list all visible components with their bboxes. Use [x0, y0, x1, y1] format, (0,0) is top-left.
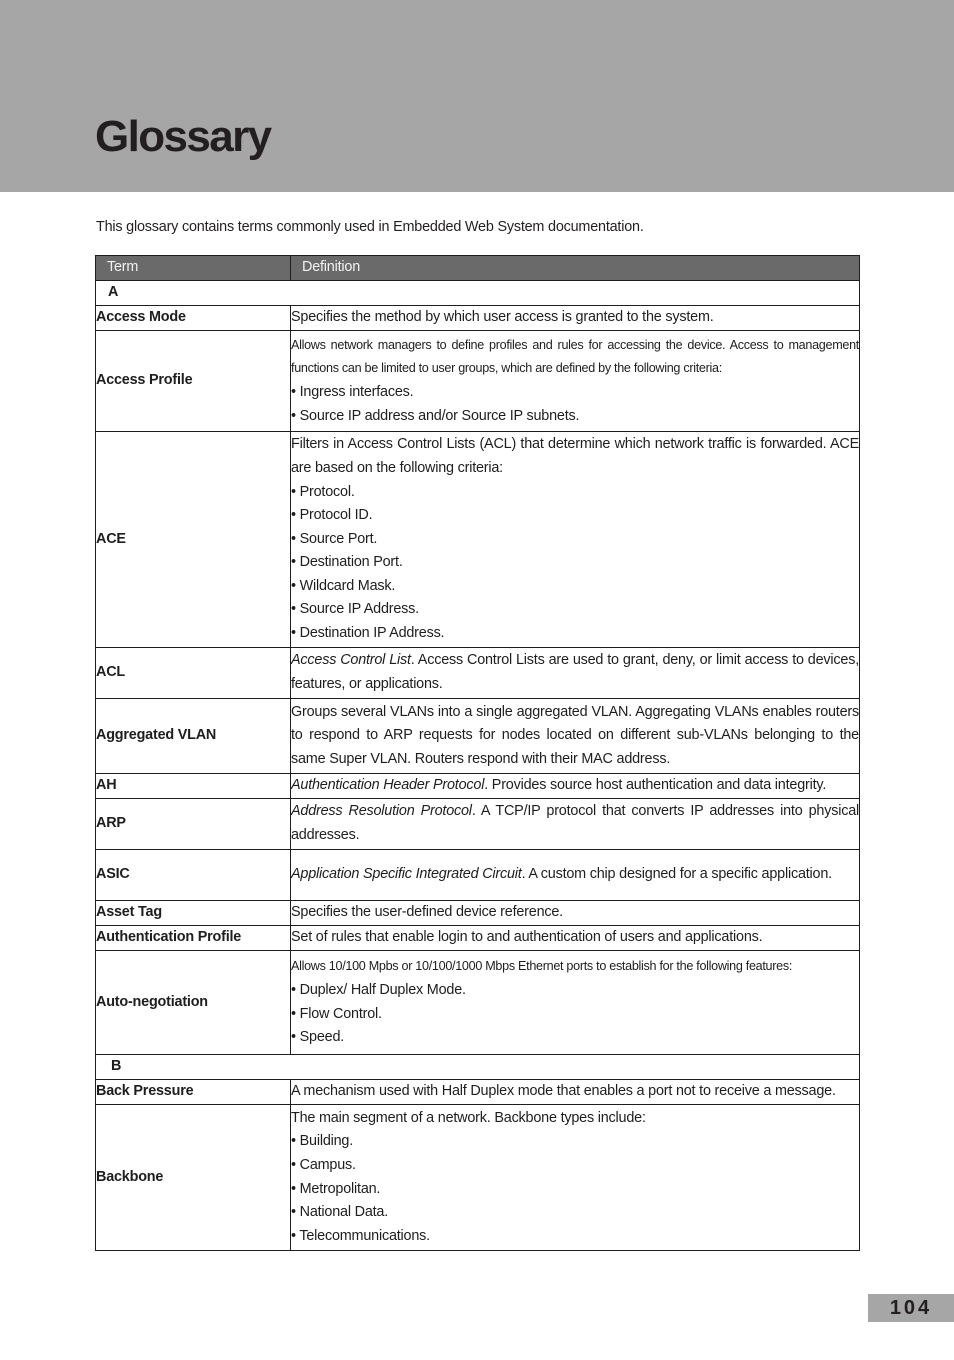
table-row: [96, 951, 860, 1055]
term-cell: Access Mode: [96, 306, 291, 331]
definition-line: Allows network managers to define profiles and rules for accessing the device. Access to management functions can be limited to user groups, which are defined by the following criteria:: [291, 337, 859, 376]
table-row: [96, 1105, 860, 1251]
term-cell: Asset Tag: [96, 901, 291, 926]
definition-bullet: • Wildcard Mask.: [291, 577, 396, 594]
definition-line: A mechanism used with Half Duplex mode that enables a port not to receive a message.: [291, 1083, 836, 1100]
definition-line: Allows 10/100 Mpbs or 10/100/1000 Mbps Ethernet ports to establish for the following features:: [291, 959, 793, 974]
term-cell: ACE: [96, 432, 291, 648]
term-cell: ACL: [96, 648, 291, 699]
definition-cell: [291, 306, 860, 331]
table-row: [96, 926, 860, 951]
definition-line: Specifies the method by which user access is granted to the system.: [291, 309, 714, 326]
term-cell: Auto-negotiation: [96, 951, 291, 1055]
definition-bullet: • Flow Control.: [291, 1005, 382, 1022]
table-row: [96, 850, 860, 901]
definition-bullet: • Metropolitan.: [291, 1180, 381, 1197]
term-cell: Back Pressure: [96, 1080, 291, 1105]
page-number: 104: [868, 1294, 954, 1322]
definition-cell: [291, 799, 860, 850]
definition-bullet: • Destination IP Address.: [291, 625, 445, 642]
definition-bullet: • Source IP address and/or Source IP subnets.: [291, 407, 580, 424]
definition-bullet: • Ingress interfaces.: [291, 384, 414, 400]
definition-bullet: • National Data.: [291, 1204, 389, 1221]
definition-cell: [291, 1105, 860, 1251]
section-letter-a: A: [96, 281, 860, 306]
definition-cell: [291, 648, 860, 699]
table-row: [96, 774, 860, 799]
definition-cell: [291, 901, 860, 926]
table-row: [96, 1080, 860, 1105]
table-row: [96, 648, 860, 699]
definition-italic: Access Control List: [291, 652, 411, 669]
definition-cell: [291, 331, 860, 432]
term-cell: Aggregated VLAN: [96, 699, 291, 774]
definition-bullet: • Telecommunications.: [291, 1227, 430, 1244]
definition-bullet: • Speed.: [291, 1029, 345, 1046]
table-row: [96, 306, 860, 331]
definition-text: . Access Control Lists are used to grant, deny, or limit access to devices, features, or applications.: [291, 652, 859, 692]
term-cell: Authentication Profile: [96, 926, 291, 951]
table-header: [96, 256, 860, 281]
section-row-a: [96, 281, 860, 306]
definition-line: Groups several VLANs into a single aggregated VLAN. Aggregating VLANs enables routers to respond to ARP requests for nodes located on different sub-VLANs belonging to the same Super VLAN. Routers respond with their MAC address.: [291, 703, 859, 767]
definition-bullet: • Destination Port.: [291, 554, 403, 571]
header-band: [0, 0, 954, 192]
table-row: [96, 699, 860, 774]
header-term: Term: [96, 256, 291, 281]
term-cell: Backbone: [96, 1105, 291, 1251]
glossary-table: [95, 255, 860, 1251]
intro-text: This glossary contains terms commonly used in Embedded Web System documentation.: [96, 219, 644, 235]
definition-cell: [291, 951, 860, 1055]
table-row: [96, 901, 860, 926]
definition-cell: [291, 850, 860, 901]
definition-bullet: • Campus.: [291, 1156, 356, 1173]
definition-cell: [291, 432, 860, 648]
section-row-b: [96, 1055, 860, 1080]
term-cell: ARP: [96, 799, 291, 850]
definition-cell: [291, 1080, 860, 1105]
term-cell: ASIC: [96, 850, 291, 901]
definition-bullet: • Source IP Address.: [291, 601, 419, 618]
definition-italic: Address Resolution Protocol: [291, 803, 472, 820]
page-title: Glossary: [95, 112, 271, 161]
section-letter-b: B: [96, 1055, 860, 1080]
definition-text: . Provides source host authentication and data integrity.: [484, 777, 827, 794]
definition-line: Filters in Access Control Lists (ACL) that determine which network traffic is forwarded. ACE are based on the following criteria:: [291, 436, 859, 476]
definition-text: . A custom chip designed for a specific application.: [521, 866, 832, 883]
table-row: [96, 331, 860, 432]
definition-line: The main segment of a network. Backbone types include:: [291, 1109, 646, 1126]
definition-bullet: • Building.: [291, 1133, 354, 1150]
term-cell: Access Profile: [96, 331, 291, 432]
definition-bullet: • Protocol.: [291, 483, 355, 500]
definition-line: Set of rules that enable login to and authentication of users and applications.: [291, 929, 763, 946]
table-row: [96, 799, 860, 850]
header-definition: Definition: [291, 256, 860, 281]
definition-italic: Authentication Header Protocol: [291, 777, 485, 794]
definition-italic: Application Specific Integrated Circuit: [291, 866, 522, 883]
definition-bullet: • Protocol ID.: [291, 507, 373, 524]
definition-cell: [291, 774, 860, 799]
definition-text: . A TCP/IP protocol that converts IP addresses into physical addresses.: [291, 803, 859, 843]
table-row: [96, 432, 860, 648]
definition-bullet: • Duplex/ Half Duplex Mode.: [291, 981, 466, 998]
term-cell: AH: [96, 774, 291, 799]
definition-bullet: • Source Port.: [291, 530, 378, 547]
definition-cell: [291, 926, 860, 951]
definition-line: Specifies the user-defined device reference.: [291, 904, 563, 921]
definition-cell: [291, 699, 860, 774]
